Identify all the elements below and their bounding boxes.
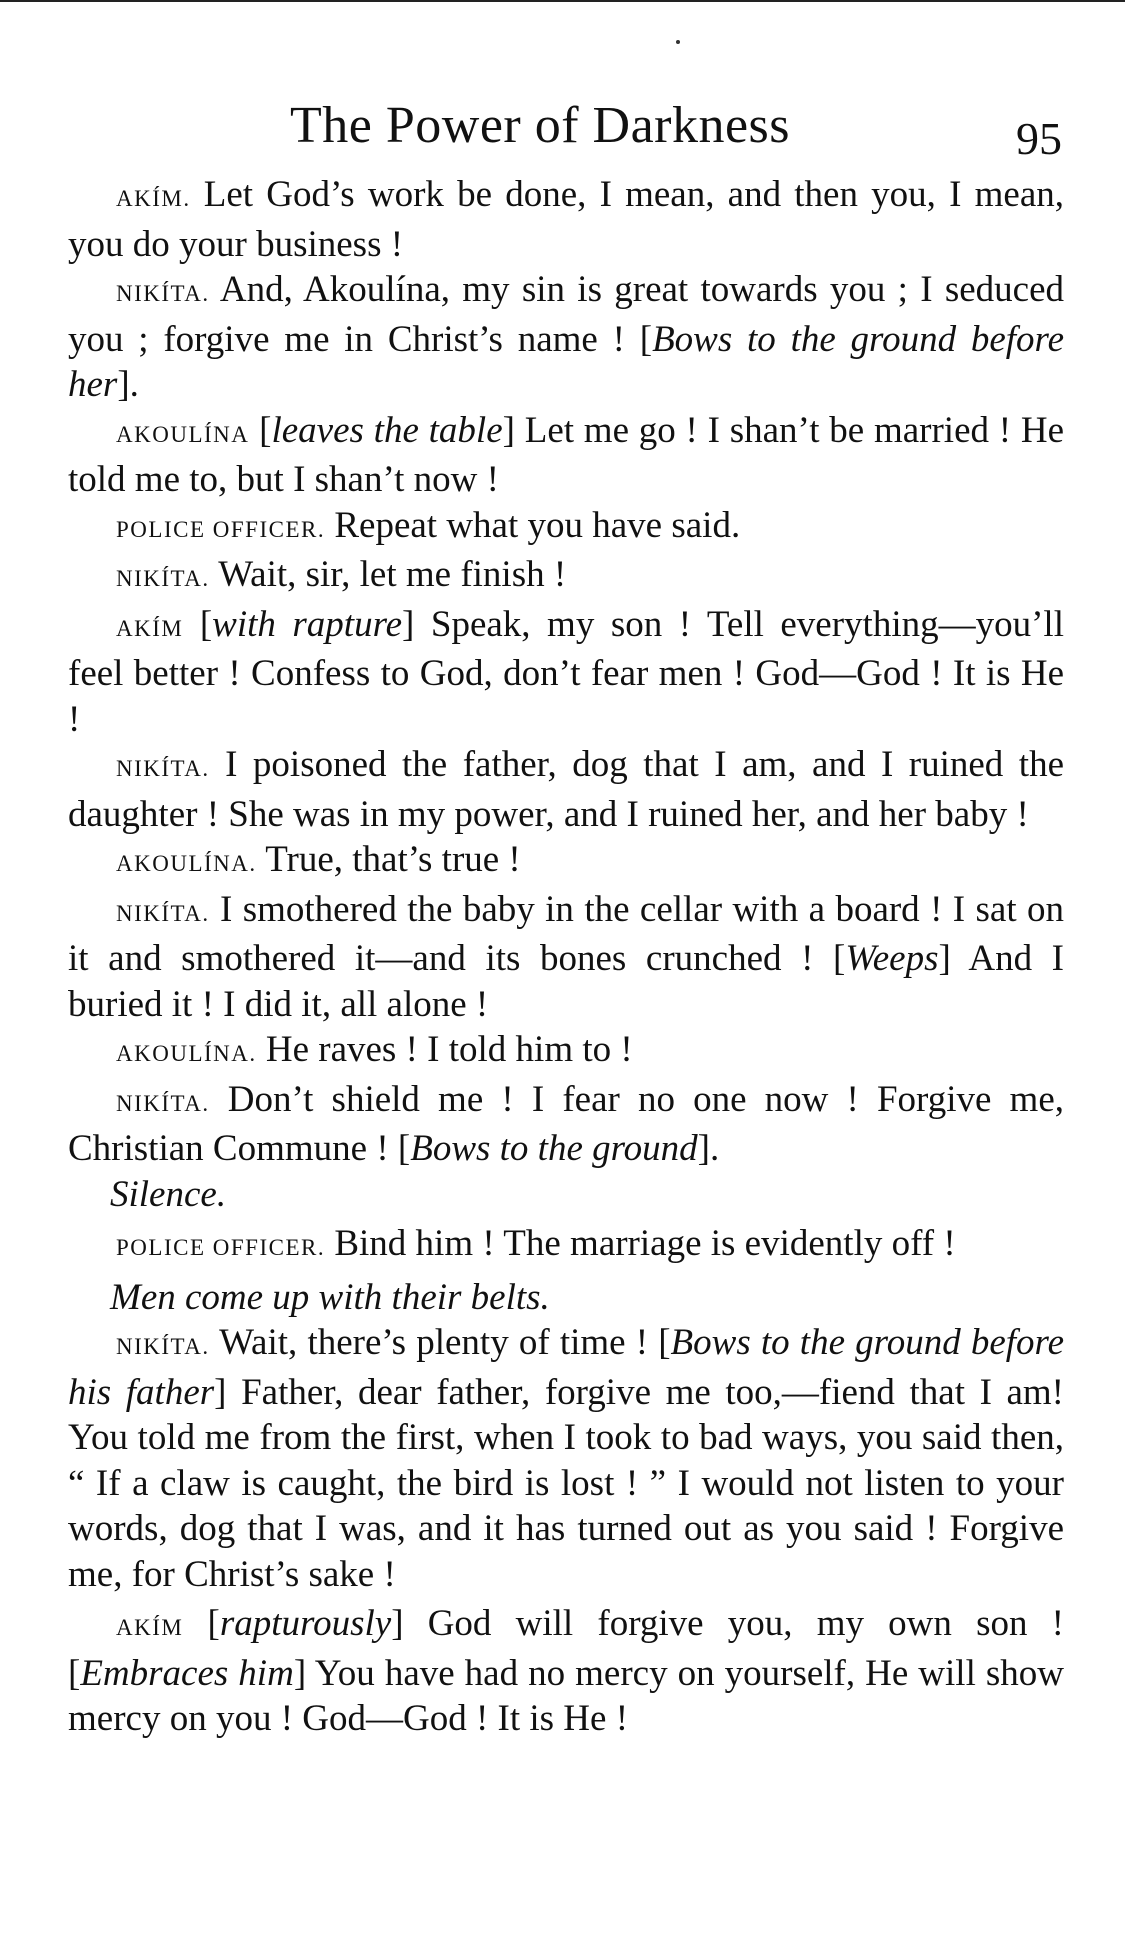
speaker-name: POLICE OFFICER. <box>116 1235 326 1260</box>
page-body <box>68 172 1064 1742</box>
speech-text: Don’t shield me ! I fear no one now ! Forgive me, Christian Commune ! [ <box>68 1078 1064 1169</box>
speech-text: I poisoned the father, dog that I am, and I ruined the daughter ! She was in my power, and I ruined her, and her baby ! <box>68 744 1064 835</box>
speech-akoulina-2 <box>68 837 1064 887</box>
speech-akim-1 <box>68 172 1064 267</box>
speech-nikita-1 <box>68 267 1064 408</box>
speech-nikita-6 <box>68 1320 1064 1597</box>
speech-text: Wait, sir, let me finish ! <box>209 554 567 595</box>
stage-direction-men-come: Men come up with their belts. <box>110 1276 550 1318</box>
stage-direction: Bows to the ground before his father <box>68 1322 1064 1413</box>
bracket-open: [ <box>183 603 213 645</box>
speaker-name: NIKÍTA. <box>116 1334 210 1359</box>
speech-text-after: ]. <box>117 364 139 405</box>
speaker-name: AKÍM <box>116 615 184 641</box>
scan-speck <box>676 40 680 44</box>
speech-nikita-3 <box>68 742 1064 837</box>
speaker-name: NIKÍTA. <box>116 566 210 591</box>
book-title: The Power of Darkness <box>290 97 791 154</box>
speech-akim-3 <box>68 1601 1064 1742</box>
page-number: 95 <box>1016 113 1062 164</box>
speech-text: ] Speak, my son ! Tell everything—you’ll feel better ! Confess to God, don’t fear men ! God—God ! It is He ! <box>68 603 1064 740</box>
speaker-name: NIKÍTA. <box>116 900 210 926</box>
speech-akoulina-1 <box>68 408 1064 503</box>
speaker-name: AKOULÍNA <box>116 421 250 447</box>
speech-nikita-4 <box>68 887 1064 1028</box>
speech-text: ] God will forgive you, my own son ! [ <box>68 1603 1065 1694</box>
speaker-name: AKOULÍNA. <box>116 1041 257 1066</box>
speaker-name: AKÍM. <box>116 186 191 211</box>
stage-direction-silence: Silence. <box>110 1173 227 1215</box>
speech-police-2 <box>68 1221 1064 1271</box>
speech-text: He raves ! I told him to ! <box>256 1029 633 1070</box>
speaker-name: POLICE OFFICER. <box>116 516 326 542</box>
speech-nikita-5 <box>68 1077 1064 1172</box>
speech-akoulina-3 <box>68 1027 1064 1077</box>
speech-nikita-2 <box>68 552 1064 602</box>
speech-text-after: ] And I buried it ! I did it, all alone ! <box>68 938 1064 1025</box>
stage-direction: leaves the table <box>271 409 503 451</box>
stage-direction: Weeps <box>845 938 939 979</box>
stage-direction: rapturously <box>219 1603 392 1644</box>
stage-direction: with rapture <box>212 603 403 645</box>
speaker-name: NIKÍTA. <box>116 1090 210 1116</box>
speech-text: Let God’s work be done, I mean, and then you, I mean, you do your business ! <box>68 174 1064 265</box>
speech-text: And, Akoulína, my sin is great towards you ; I seduced you ; forgive me in Christ’s name ! [ <box>68 269 1064 360</box>
speaker-name: AKOULÍNA. <box>116 851 257 876</box>
stage-direction: Bows to the ground <box>410 1128 698 1169</box>
speech-text: Wait, there’s plenty of time ! [ <box>209 1322 671 1363</box>
speech-text-after: ] Father, dear father, forgive me too,—fiend that I am! You told me from the first, when I took to bad ways, you said then, “ If a claw is caught, the bird is lost ! ” I would not listen to your words, dog that I was, and it has turned out as you said ! Forgive me, for Christ’s sake ! <box>68 1371 1065 1595</box>
speech-text: ] Let me go ! I shan’t be married ! He told me to, but I shan’t now ! <box>68 409 1064 500</box>
speech-text-after: ]. <box>697 1128 720 1169</box>
bracket-open: [ <box>249 409 272 451</box>
bracket-open: [ <box>183 1603 220 1644</box>
speech-text: I smothered the baby in the cellar with a board ! I sat on it and smothered it—and its bones crunched ! [ <box>68 888 1064 979</box>
speech-akim-2 <box>68 602 1064 743</box>
speech-text: Bind him ! The marriage is evidently off ! <box>325 1223 956 1264</box>
speech-text: Repeat what you have said. <box>325 504 741 546</box>
top-border-rule <box>0 0 1125 2</box>
speech-text: True, that’s true ! <box>256 839 521 880</box>
speaker-name: NIKÍTA. <box>116 756 210 781</box>
speech-police-1 <box>68 503 1064 553</box>
stage-direction-2: Embraces him <box>80 1652 294 1694</box>
speaker-name: NIKÍTA. <box>116 281 210 306</box>
running-head <box>0 96 1125 176</box>
speech-text-after: ] You have had no mercy on yourself, He will show mercy on you ! God—God ! It is He ! <box>68 1652 1064 1739</box>
stage-direction: Bows to the ground before her <box>68 318 1065 405</box>
speaker-name: AKÍM <box>116 1615 184 1640</box>
